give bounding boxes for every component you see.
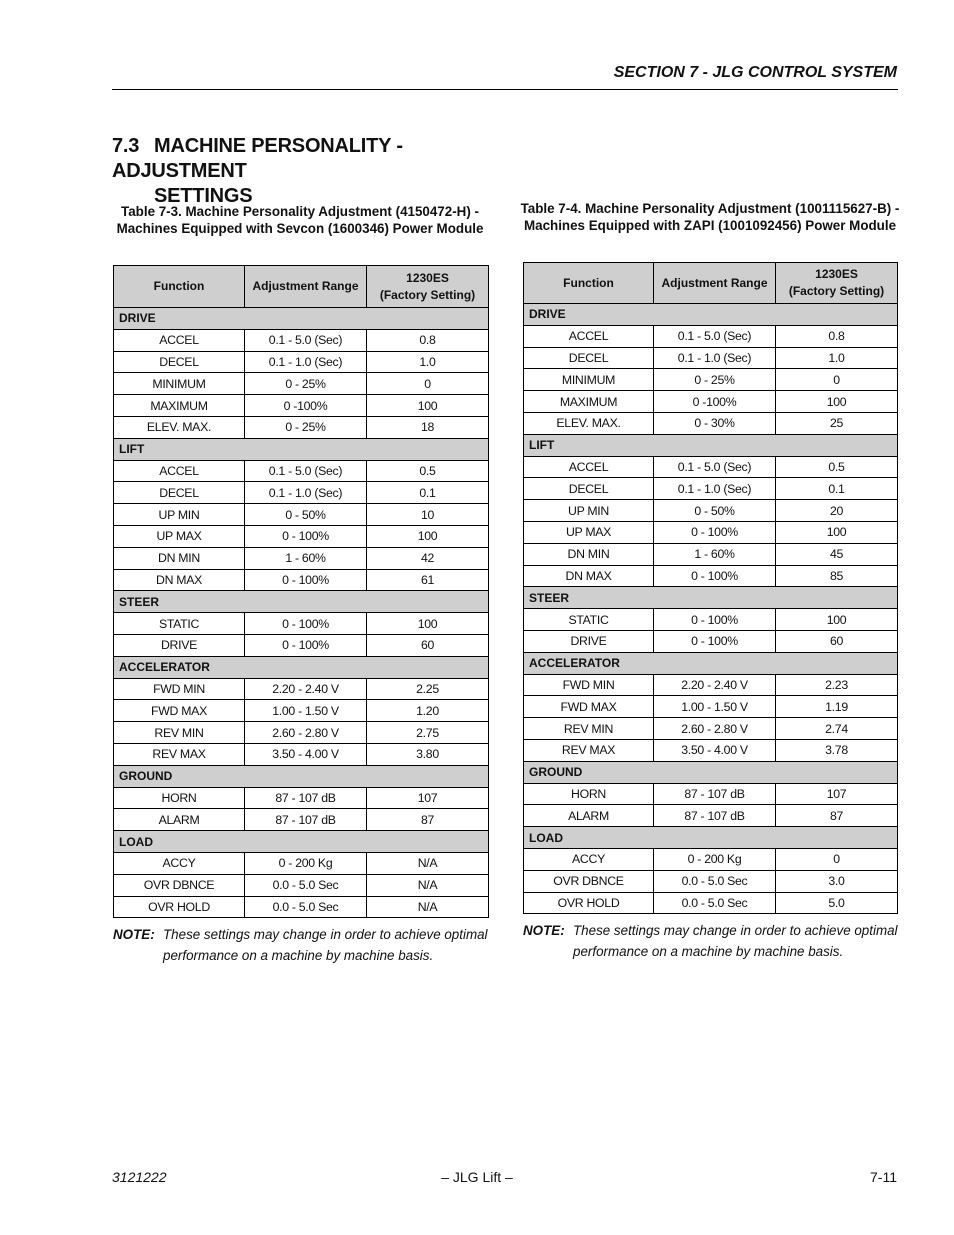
function-cell: DN MAX <box>114 569 245 591</box>
function-cell: REV MIN <box>524 718 654 740</box>
table-row <box>524 892 898 914</box>
factory-setting-cell: 0.8 <box>367 329 489 351</box>
group-row <box>524 304 898 326</box>
personality-table-sevcon <box>113 265 489 918</box>
function-cell: UP MIN <box>524 500 654 522</box>
range-cell: 0 - 50% <box>245 504 367 526</box>
function-cell: REV MIN <box>114 722 245 744</box>
table-row <box>524 870 898 892</box>
factory-setting-cell: 0.5 <box>367 460 489 482</box>
table-caption-7-3: Table 7-3. Machine Personality Adjustment (4150472-H) - Machines Equipped with Sevcon (1600346) Power Module <box>116 204 484 236</box>
range-cell: 0.0 - 5.0 Sec <box>654 870 776 892</box>
group-label: STEER <box>114 591 489 613</box>
range-cell: 0.1 - 1.0 (Sec) <box>654 347 776 369</box>
range-cell: 0.1 - 1.0 (Sec) <box>245 482 367 504</box>
table-row <box>114 460 489 482</box>
function-cell: UP MIN <box>114 504 245 526</box>
table-row <box>524 391 898 413</box>
table-row <box>524 674 898 696</box>
range-cell: 0.0 - 5.0 Sec <box>245 896 367 918</box>
table-row <box>524 325 898 347</box>
table-header-row <box>524 263 898 304</box>
note-label: NOTE: <box>523 923 565 938</box>
range-cell: 0.1 - 5.0 (Sec) <box>654 325 776 347</box>
model-label: 1230ES <box>815 267 858 281</box>
range-cell: 0.1 - 1.0 (Sec) <box>654 478 776 500</box>
function-cell: MAXIMUM <box>114 395 245 417</box>
range-cell: 0 - 30% <box>654 412 776 434</box>
factory-setting-cell: 87 <box>367 809 489 831</box>
factory-setting-label: (Factory Setting) <box>379 287 476 302</box>
column-header-factory-setting <box>776 263 898 304</box>
function-cell: ACCEL <box>524 325 654 347</box>
section-header: SECTION 7 - JLG CONTROL SYSTEM <box>613 64 897 81</box>
function-cell: DECEL <box>114 482 245 504</box>
function-cell: REV MAX <box>114 743 245 765</box>
table-row <box>114 351 489 373</box>
table-row <box>524 369 898 391</box>
function-cell: FWD MIN <box>114 678 245 700</box>
note-table-7-4 <box>523 920 901 962</box>
factory-setting-cell: 20 <box>776 500 898 522</box>
table-row <box>114 896 489 918</box>
range-cell: 0 - 100% <box>654 565 776 587</box>
function-cell: FWD MAX <box>524 696 654 718</box>
header-rule <box>112 89 898 90</box>
group-label: ACCELERATOR <box>114 656 489 678</box>
table-row <box>524 500 898 522</box>
factory-setting-cell: 0 <box>367 373 489 395</box>
range-cell: 2.20 - 2.40 V <box>245 678 367 700</box>
range-cell: 0.1 - 5.0 (Sec) <box>245 329 367 351</box>
table-row <box>524 783 898 805</box>
range-cell: 0.1 - 5.0 (Sec) <box>245 460 367 482</box>
factory-setting-cell: 1.20 <box>367 700 489 722</box>
range-cell: 0 - 200 Kg <box>245 852 367 874</box>
footer-manual-number: 3121222 <box>112 1169 167 1185</box>
table-row <box>114 634 489 656</box>
factory-setting-cell: 10 <box>367 504 489 526</box>
range-cell: 87 - 107 dB <box>654 783 776 805</box>
function-cell: ALARM <box>114 809 245 831</box>
range-cell: 0 - 100% <box>654 521 776 543</box>
function-cell: UP MAX <box>114 525 245 547</box>
range-cell: 2.60 - 2.80 V <box>245 722 367 744</box>
table-row <box>524 478 898 500</box>
page-heading <box>112 134 512 209</box>
group-label: DRIVE <box>114 308 489 330</box>
table-row <box>114 809 489 831</box>
table-row <box>524 848 898 870</box>
function-cell: ELEV. MAX. <box>114 416 245 438</box>
factory-setting-cell: 100 <box>776 391 898 413</box>
range-cell: 3.50 - 4.00 V <box>654 739 776 761</box>
table-row <box>114 547 489 569</box>
factory-setting-cell: 2.75 <box>367 722 489 744</box>
range-cell: 0.1 - 1.0 (Sec) <box>245 351 367 373</box>
group-row <box>524 827 898 849</box>
group-row <box>114 656 489 678</box>
range-cell: 0 - 100% <box>654 630 776 652</box>
note-text: These settings may change in order to achieve optimal performance on a machine by machine basis. <box>573 923 898 959</box>
note-label: NOTE: <box>113 927 155 942</box>
range-cell: 3.50 - 4.00 V <box>245 743 367 765</box>
range-cell: 0 - 100% <box>245 525 367 547</box>
note-text: These settings may change in order to achieve optimal performance on a machine by machine basis. <box>163 927 488 963</box>
group-label: LOAD <box>524 827 898 849</box>
function-cell: OVR DBNCE <box>524 870 654 892</box>
group-label: STEER <box>524 587 898 609</box>
factory-setting-cell: 0 <box>776 848 898 870</box>
function-cell: DECEL <box>524 347 654 369</box>
heading-number: 7.3 <box>112 135 140 157</box>
table-header-row <box>114 266 489 308</box>
range-cell: 0.0 - 5.0 Sec <box>654 892 776 914</box>
factory-setting-cell: 0.1 <box>776 478 898 500</box>
model-label: 1230ES <box>406 270 449 285</box>
range-cell: 1 - 60% <box>245 547 367 569</box>
function-cell: FWD MAX <box>114 700 245 722</box>
range-cell: 0 - 100% <box>245 613 367 635</box>
factory-setting-cell: 3.0 <box>776 870 898 892</box>
function-cell: OVR HOLD <box>114 896 245 918</box>
group-label: GROUND <box>524 761 898 783</box>
range-cell: 87 - 107 dB <box>245 787 367 809</box>
group-label: DRIVE <box>524 304 898 326</box>
factory-setting-cell: 87 <box>776 805 898 827</box>
table-row <box>524 521 898 543</box>
function-cell: REV MAX <box>524 739 654 761</box>
range-cell: 1.00 - 1.50 V <box>245 700 367 722</box>
function-cell: ALARM <box>524 805 654 827</box>
function-cell: ACCY <box>114 852 245 874</box>
function-cell: ACCEL <box>114 460 245 482</box>
factory-setting-cell: 1.0 <box>367 351 489 373</box>
factory-setting-cell: 1.0 <box>776 347 898 369</box>
table-row <box>524 805 898 827</box>
range-cell: 87 - 107 dB <box>245 809 367 831</box>
table-row <box>114 613 489 635</box>
range-cell: 0 - 100% <box>245 569 367 591</box>
table-row <box>114 569 489 591</box>
table-row <box>524 565 898 587</box>
range-cell: 0 -100% <box>245 395 367 417</box>
table-row <box>524 456 898 478</box>
factory-setting-cell: 0.5 <box>776 456 898 478</box>
function-cell: ACCY <box>524 848 654 870</box>
footer-page-number: 7-11 <box>870 1169 897 1185</box>
function-cell: HORN <box>114 787 245 809</box>
table-row <box>114 373 489 395</box>
table-row <box>524 630 898 652</box>
function-cell: DN MIN <box>524 543 654 565</box>
range-cell: 0 - 25% <box>245 373 367 395</box>
group-row <box>114 831 489 853</box>
table-row <box>524 718 898 740</box>
range-cell: 1 - 60% <box>654 543 776 565</box>
factory-setting-cell: 2.23 <box>776 674 898 696</box>
function-cell: MINIMUM <box>524 369 654 391</box>
column-header-function: Function <box>114 266 245 308</box>
factory-setting-cell: 25 <box>776 412 898 434</box>
table-row <box>114 700 489 722</box>
factory-setting-cell: 2.25 <box>367 678 489 700</box>
range-cell: 2.60 - 2.80 V <box>654 718 776 740</box>
function-cell: HORN <box>524 783 654 805</box>
table-caption-7-4: Table 7-4. Machine Personality Adjustment (1001115627-B) - Machines Equipped with ZAPI (1001092456) Power Module <box>520 201 900 233</box>
factory-setting-cell: 2.74 <box>776 718 898 740</box>
range-cell: 1.00 - 1.50 V <box>654 696 776 718</box>
factory-setting-cell: 18 <box>367 416 489 438</box>
factory-setting-cell: 3.80 <box>367 743 489 765</box>
table-row <box>114 743 489 765</box>
table-row <box>524 412 898 434</box>
function-cell: DECEL <box>524 478 654 500</box>
factory-setting-cell: N/A <box>367 852 489 874</box>
factory-setting-cell: 0.1 <box>367 482 489 504</box>
table-row <box>114 482 489 504</box>
group-row <box>524 587 898 609</box>
factory-setting-cell: 100 <box>367 395 489 417</box>
group-label: ACCELERATOR <box>524 652 898 674</box>
heading-line2: SETTINGS <box>154 185 253 207</box>
range-cell: 0 - 200 Kg <box>654 848 776 870</box>
table-row <box>114 722 489 744</box>
table-row <box>114 504 489 526</box>
function-cell: STATIC <box>524 609 654 631</box>
function-cell: UP MAX <box>524 521 654 543</box>
group-row <box>114 308 489 330</box>
range-cell: 0.1 - 5.0 (Sec) <box>654 456 776 478</box>
factory-setting-cell: 42 <box>367 547 489 569</box>
group-row <box>524 434 898 456</box>
group-row <box>524 761 898 783</box>
factory-setting-cell: N/A <box>367 874 489 896</box>
function-cell: OVR HOLD <box>524 892 654 914</box>
group-row <box>114 591 489 613</box>
function-cell: ELEV. MAX. <box>524 412 654 434</box>
column-header-factory-setting <box>367 266 489 308</box>
range-cell: 0 - 25% <box>245 416 367 438</box>
factory-setting-cell: 1.19 <box>776 696 898 718</box>
range-cell: 0 - 100% <box>245 634 367 656</box>
factory-setting-cell: 60 <box>367 634 489 656</box>
function-cell: OVR DBNCE <box>114 874 245 896</box>
group-label: GROUND <box>114 765 489 787</box>
table-row <box>524 543 898 565</box>
function-cell: DECEL <box>114 351 245 373</box>
column-header-function: Function <box>524 263 654 304</box>
table-row <box>114 329 489 351</box>
function-cell: DRIVE <box>114 634 245 656</box>
table-row <box>524 739 898 761</box>
function-cell: DRIVE <box>524 630 654 652</box>
table-row <box>524 696 898 718</box>
function-cell: ACCEL <box>114 329 245 351</box>
factory-setting-cell: 61 <box>367 569 489 591</box>
factory-setting-cell: 5.0 <box>776 892 898 914</box>
range-cell: 0 - 25% <box>654 369 776 391</box>
factory-setting-cell: 100 <box>367 613 489 635</box>
factory-setting-cell: 107 <box>367 787 489 809</box>
range-cell: 87 - 107 dB <box>654 805 776 827</box>
table-row <box>524 609 898 631</box>
personality-table-zapi <box>523 262 898 914</box>
function-cell: DN MAX <box>524 565 654 587</box>
note-table-7-3 <box>113 924 491 966</box>
range-cell: 0 -100% <box>654 391 776 413</box>
column-header-adjustment-range: Adjustment Range <box>245 266 367 308</box>
function-cell: ACCEL <box>524 456 654 478</box>
group-row <box>114 438 489 460</box>
factory-setting-cell: 45 <box>776 543 898 565</box>
function-cell: MINIMUM <box>114 373 245 395</box>
factory-setting-cell: 100 <box>367 525 489 547</box>
function-cell: DN MIN <box>114 547 245 569</box>
factory-setting-cell: 0.8 <box>776 325 898 347</box>
factory-setting-cell: 107 <box>776 783 898 805</box>
function-cell: FWD MIN <box>524 674 654 696</box>
table-row <box>114 416 489 438</box>
range-cell: 0 - 50% <box>654 500 776 522</box>
group-label: LOAD <box>114 831 489 853</box>
factory-setting-cell: 60 <box>776 630 898 652</box>
group-row <box>524 652 898 674</box>
heading-line1: MACHINE PERSONALITY - ADJUSTMENT <box>112 135 403 182</box>
footer-brand: – JLG Lift – <box>441 1169 513 1185</box>
table-row <box>114 525 489 547</box>
group-label: LIFT <box>114 438 489 460</box>
range-cell: 2.20 - 2.40 V <box>654 674 776 696</box>
function-cell: MAXIMUM <box>524 391 654 413</box>
range-cell: 0.0 - 5.0 Sec <box>245 874 367 896</box>
factory-setting-cell: 0 <box>776 369 898 391</box>
factory-setting-cell: 100 <box>776 609 898 631</box>
group-label: LIFT <box>524 434 898 456</box>
table-row <box>114 395 489 417</box>
table-row <box>114 852 489 874</box>
function-cell: STATIC <box>114 613 245 635</box>
factory-setting-cell: 85 <box>776 565 898 587</box>
factory-setting-label: (Factory Setting) <box>788 284 885 298</box>
factory-setting-cell: 3.78 <box>776 739 898 761</box>
table-row <box>114 874 489 896</box>
group-row <box>114 765 489 787</box>
factory-setting-cell: 100 <box>776 521 898 543</box>
table-row <box>114 787 489 809</box>
column-header-adjustment-range: Adjustment Range <box>654 263 776 304</box>
table-row <box>524 347 898 369</box>
factory-setting-cell: N/A <box>367 896 489 918</box>
range-cell: 0 - 100% <box>654 609 776 631</box>
table-row <box>114 678 489 700</box>
